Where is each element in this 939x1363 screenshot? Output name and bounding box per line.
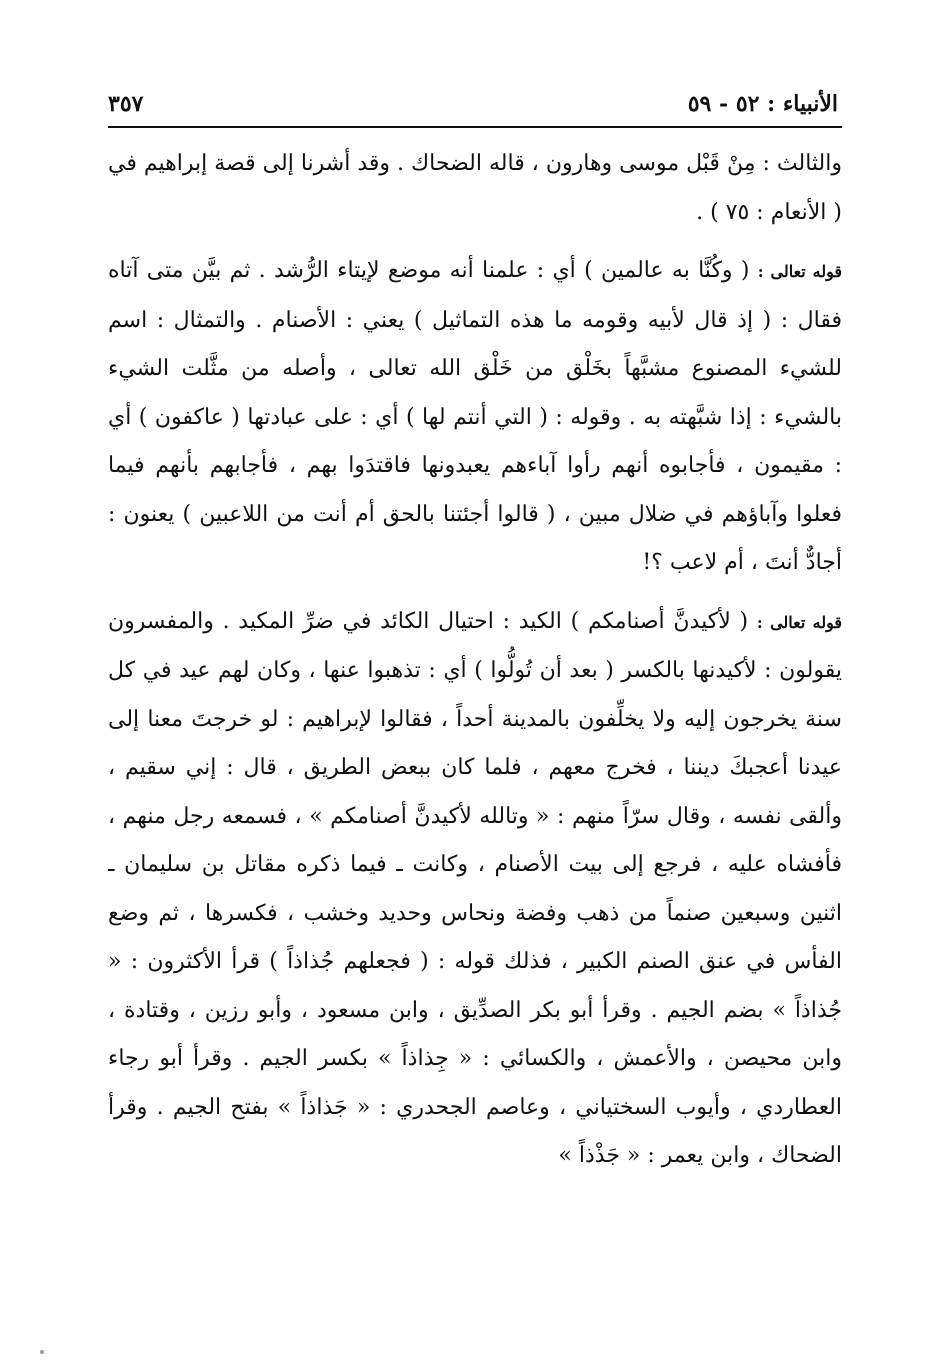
- verse-lead: قوله تعالى :: [756, 612, 843, 632]
- scan-speck: [40, 1350, 44, 1354]
- page-number: ٣٥٧: [108, 91, 144, 117]
- paragraph-2: [108, 247, 842, 588]
- verse-lead: قوله تعالى :: [757, 262, 842, 281]
- running-title: الأنبياء : ٥٢ - ٥٩: [687, 91, 838, 117]
- page-header: [108, 84, 838, 124]
- paragraph-text: والثالث : مِنْ قَبْل موسى وهارون ، قاله الضحاك . وقد أشرنا إلى قصة إبراهيم في ( الأنعام : ٧٥ ) .: [108, 151, 842, 225]
- paragraph-text: ( لأكيدنَّ أصنامكم ) الكيد : احتيال الكائد في ضرِّ المكيد . والمفسرون يقولون : لأكيدنها بالكسر ( بعد أن تُولُّوا ) أي : تذهبوا عنها ، وكان لهم عيد في كل سنة يخرجون إليه ولا يخلِّفون بالمدينة أحداً ، فقالوا لإبراهيم : لو خرجتَ معنا إلى عيدنا أعجبكَ ديننا ، فخرج معهم ، فلما كان ببعض الطريق ، قال : إني سقيم ، وألقى نفسه ، وقال سرّاً منهم : « وتالله لأكيدنَّ أصنامكم » ، فسمعه رجل منهم ، فأفشاه عليه ، فرجع إلى بيت الأصنام ، وكانت ـ فيما ذكره مقاتل بن سليمان ـ اثنين وسبعين صنماً من ذهب وفضة ونحاس وحديد وخشب ، فكسرها ، ثم وضع الفأس في عنق الصنم الكبير ، فذلك قوله : ( فجعلهم جُذاذاً ) قرأ الأكثرون : « جُذاذاً » بضم الجيم . وقرأ أبو بكر الصدِّيق ، وابن مسعود ، وأبو رزين ، وقتادة ، وابن محيصن ، والأعمش ، والكسائي : « جِذاذاً » بكسر الجيم . وقرأ أبو رجاء العطاردي ، وأيوب السختياني ، وعاصم الجحدري : « جَذاذاً » بفتح الجيم . وقرأ الضحاك ، وابن يعمر : « جَذْذاً »: [108, 608, 842, 1168]
- header-divider: [108, 126, 842, 128]
- paragraph-text: ( وكُنَّا به عالمين ) أي : علمنا أنه موضع لإيتاء الرُّشد . ثم بيَّن متى آتاه فقال : ( إذ قال لأبيه وقومه ما هذه التماثيل ) يعني : الأصنام . والتمثال : اسم للشيء المصنوع مشبَّهاً بخَلْق من خَلْق الله تعالى ، وأصله من مثَّلت الشيء بالشيء : إذا شبَّهته به . وقوله : ( التي أنتم لها ) أي : على عبادتها ( عاكفون ) أي : مقيمون ، فأجابوه أنهم رأوا آباءهم يعبدونها فاقتدَوا بهم ، فأجابهم بأنهم فيما فعلوا وآباؤهم في ضلال مبين ، ( قالوا أجئتنا بالحق أم أنت من اللاعبين ) يعنون : أجادٌّ أنتَ ، أم لاعب ؟!: [108, 258, 842, 575]
- paragraph-1: [108, 140, 842, 237]
- page-body: [108, 140, 842, 1181]
- paragraph-3: [108, 598, 842, 1181]
